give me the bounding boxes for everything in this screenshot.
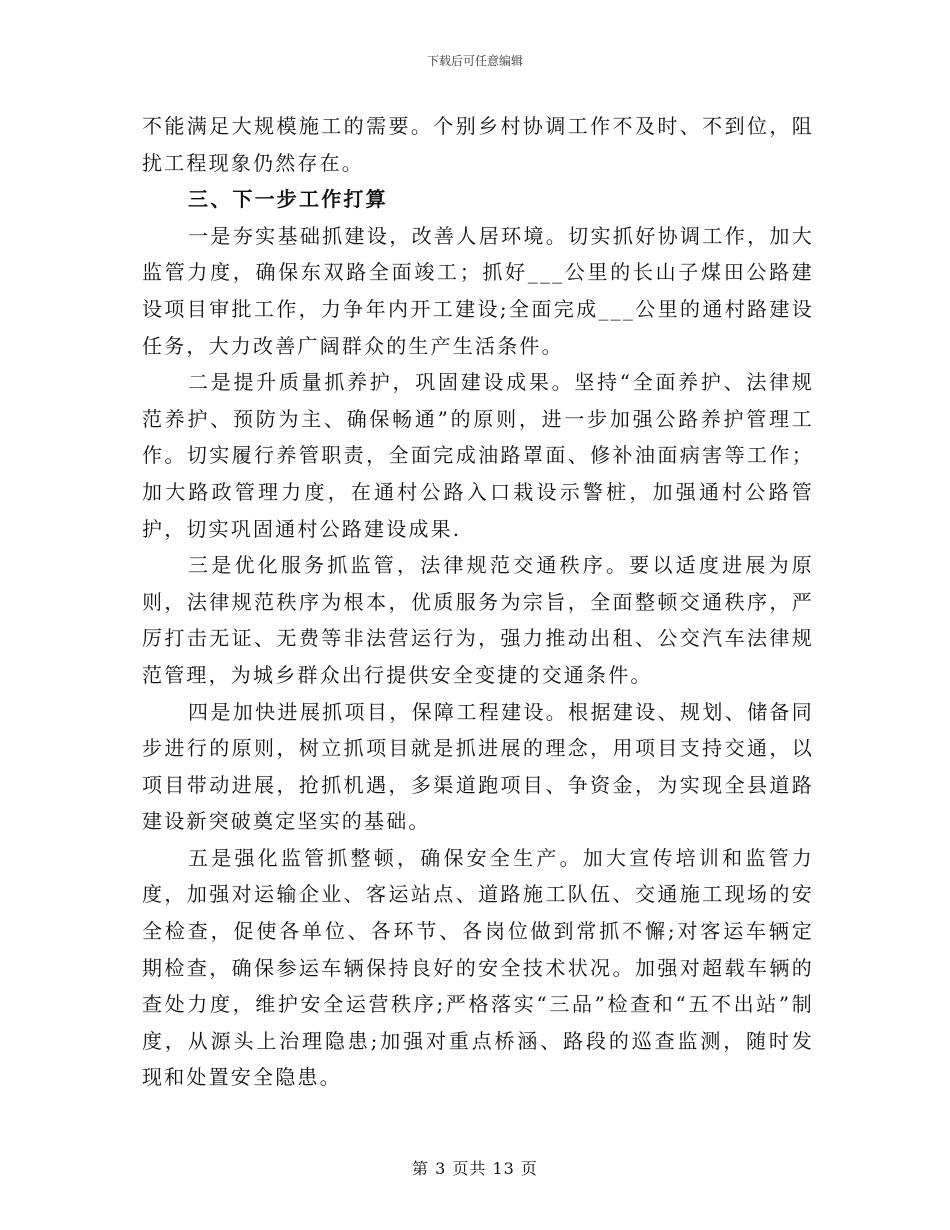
paragraph-item-4: 四是加快进展抓项目，保障工程建设。根据建设、规划、储备同步进行的原则，树立抓项目就是抓进展的理念，用项目支持交通，以项目带动进展，抢抓机遇，多渠道跑项目、争资金，为实现全县道路建设新突破奠定坚实的基础。	[142, 699, 814, 834]
paragraph-item-2: 二是提升质量抓养护，巩固建设成果。坚持“全面养护、法律规范养护、预防为主、确保畅通”的原则，进一步加强公路养护管理工作。切实履行养管职责，全面完成油路罩面、修补油面病害等工作；加大路政管理力度，在通村公路入口栽设示警桩，加强通村公路管护，切实巩固通村公路建设成果.	[142, 370, 814, 541]
page-number: 第 3 页共 13 页	[412, 1159, 538, 1178]
paragraph-item-1: 一是夯实基础抓建设，改善人居环境。切实抓好协调工作，加大监管力度，确保东双路全面竣工；抓好___公里的长山子煤田公路建设项目审批工作，力争年内开工建设;全面完成___公里的通村路建设任务，大力改善广阔群众的生产生活条件。	[142, 223, 814, 358]
header-note: 下载后可任意编辑	[426, 54, 523, 68]
paragraph-continuation: 不能满足大规模施工的需要。个别乡村协调工作不及时、不到位，阻扰工程现象仍然存在。	[142, 114, 814, 175]
section-heading: 三、下一步工作打算	[188, 187, 388, 212]
document-body	[142, 108, 814, 1096]
paragraph-item-3: 三是优化服务抓监管，法律规范交通秩序。要以适度进展为原则，法律规范秩序为根本，优质服务为宗旨，全面整顿交通秩序，严厉打击无证、无费等非法营运行为，强力推动出租、公交汽车法律规范管理，为城乡群众出行提供安全变捷的交通条件。	[142, 553, 814, 687]
paragraph-item-5: 五是强化监管抓整顿，确保安全生产。加大宣传培训和监管力度，加强对运输企业、客运站点、道路施工队伍、交通施工现场的安全检查，促使各单位、各环节、各岗位做到常抓不懈;对客运车辆定期检查，确保参运车辆保持良好的安全技术状况。加强对超载车辆的查处力度，维护安全运营秩序;严格落实“三品”检查和“五不出站”制度，从源头上治理隐患;加强对重点桥涵、路段的巡查监测，随时发现和处置安全隐患。	[142, 845, 814, 1090]
